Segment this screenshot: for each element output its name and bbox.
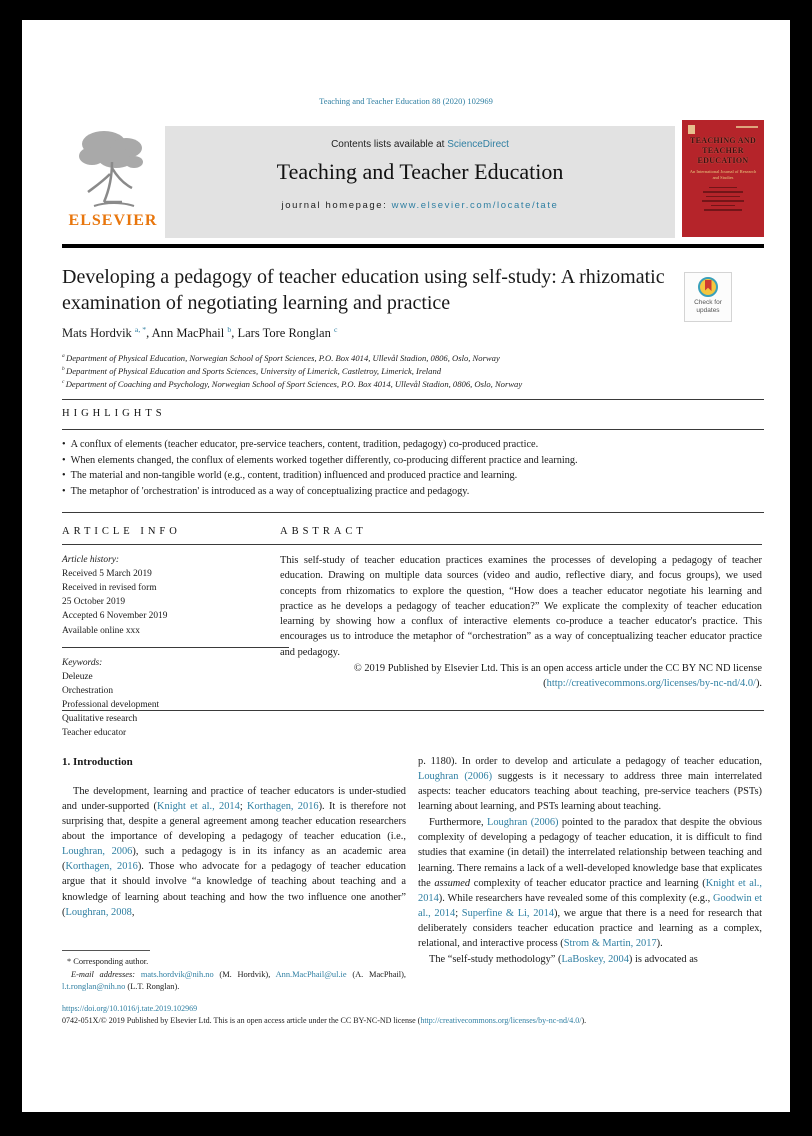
bookmark-icon: [705, 280, 712, 291]
keyword: Orchestration: [62, 685, 114, 696]
divider: [62, 710, 764, 711]
cover-title: TEACHING AND TEACHER EDUCATION: [689, 136, 757, 165]
cover-stamp-icon: [688, 125, 695, 134]
text-segment: , Ann MacPhail: [146, 326, 228, 340]
text-segment: suggests is it necessary to address three main interrelated aspects: teacher educators teaching about teaching, pre-service teachers (PSTs) learning about learning, and PSTs learning about teaching.: [418, 771, 762, 813]
divider: [62, 544, 289, 545]
body-paragraph: [418, 952, 762, 967]
text-segment: Department of Physical Education, Norwegian School of Sport Sciences, P.O. Box 4014, Ullevål Stadion, 0806, Oslo, Norway: [66, 353, 500, 363]
cover-decorative-lines: [688, 187, 758, 211]
keywords-list: [62, 670, 289, 741]
link[interactable]: Superfine & Li, 2014: [461, 907, 555, 919]
link[interactable]: Loughran, 2008: [65, 906, 132, 918]
text-segment: ). While researchers have revealed some of this complexity (e.g.,: [438, 892, 714, 904]
link[interactable]: Knight et al., 2014: [418, 877, 762, 904]
article-history-label: Article history:: [62, 555, 120, 565]
cover-subtitle: An International Journal of Research and Studies: [689, 169, 757, 180]
divider: [62, 512, 764, 513]
link[interactable]: c: [333, 324, 338, 334]
text-segment: , Lars Tore Ronglan: [231, 326, 334, 340]
journal-cover-thumbnail: [682, 120, 764, 237]
cover-topline: [736, 126, 758, 128]
link[interactable]: Loughran, 2006: [62, 846, 133, 858]
keywords-label: Keywords:: [62, 657, 103, 668]
highlight-item: • The metaphor of 'orchestration' is introduced as a way of conceptualizing practice and pedagogy.: [62, 484, 764, 500]
highlight-item: • When elements changed, the conflux of elements worked together differently, co-producing different practice and learning.: [62, 453, 764, 469]
text-segment: c: [62, 379, 66, 386]
article-info-heading: ARTICLE INFO: [62, 526, 181, 537]
abstract-heading: ABSTRACT: [280, 526, 367, 537]
keyword: Qualitative research: [62, 714, 138, 725]
history-line: Accepted 6 November 2019: [62, 611, 168, 622]
journal-reference[interactable]: Teaching and Teacher Education 88 (2020) 102969: [319, 96, 493, 106]
highlight-item: • The material and non-tangible world (e.g., content, tradition) influenced and produced practice and learning.: [62, 468, 764, 484]
divider: [280, 544, 762, 545]
link[interactable]: Loughran (2006): [418, 771, 493, 783]
link[interactable]: Loughran (2006): [486, 817, 559, 829]
text-segment: ). Those who advocate for a pedagogy of teacher education argue that it should involve “a knowledge of teaching about teaching and a knowledge of learning about teaching and how the two influence one another” (: [62, 861, 406, 918]
paper-page: [22, 20, 790, 1112]
abstract-text: This self-study of teacher education practices examines the processes of developing a pedagogy of teacher education. Drawing on multiple data sources (video and audio, reflective diary, and focus groups), we used concepts from rhizomatics to explore the question, “How does a teacher educator negotiate his learning and practice as he develops a pedagogy of teacher education?” We explicate the complexity of teacher education learning by showing how a conflux of interactive elements co-produce a teacher educator's practice. This encourages us to introduce the metaphor of “orchestration” as a way of conceptualizing teacher educator practice and pedagogy.: [280, 555, 762, 658]
authors-line: [62, 326, 337, 341]
header-divider: [62, 244, 764, 248]
body-paragraph: [418, 815, 762, 951]
highlight-item: • A conflux of elements (teacher educator, pre-service teachers, content, tradition, pedagogy) co-produced practice.: [62, 437, 764, 453]
link[interactable]: Korthagen, 2016: [65, 861, 138, 873]
text-segment: ;: [239, 801, 248, 813]
keyword: Deleuze: [62, 671, 93, 682]
body-right-column: [418, 754, 762, 968]
highlights-list: [62, 437, 764, 500]
check-updates-icon: [698, 277, 718, 297]
sciencedirect-link[interactable]: ScienceDirect: [447, 139, 509, 150]
article-info-column: [62, 526, 289, 740]
text-segment: (M. Hordvik),: [213, 969, 276, 979]
affiliations: [62, 352, 722, 391]
text-segment: © 2019 Published by Elsevier Ltd. This is an open access article under the CC BY NC ND license (: [353, 663, 762, 690]
text-segment: pointed to the paradox that despite the obvious complexity of developing a pedagogy of teacher education, it is difficult to find studies that examine (in detail) the interrelated relationship between teaching and learning. There remains a lack of a well-developed knowledge base that explicates the: [418, 817, 762, 889]
elsevier-logo: [62, 126, 164, 238]
text-segment: Furthermore,: [429, 817, 487, 829]
text-segment: The development, learning and practice of teacher educators is under-studied and under-supported (: [62, 786, 406, 813]
history-line: Available online xxx: [62, 625, 140, 636]
text-segment: Department of Coaching and Psychology, Norwegian School of Sport Sciences, P.O. Box 4014, Ullevål Stadion, 0806, Oslo, Norway: [65, 379, 523, 390]
text-segment: ), we argue that there is a need for research that deliberately considers teacher education practice and learning as a complex, relational, and interactive process (: [418, 907, 762, 949]
link[interactable]: LaBoskey, 2004: [561, 954, 629, 966]
divider: [62, 399, 764, 400]
text-segment: ) is advocated as: [628, 954, 698, 966]
text-segment: ).: [656, 937, 663, 949]
link[interactable]: http://creativecommons.org/licenses/by-nc-nd/4.0/: [546, 678, 756, 690]
text-segment: ). It is therefore not surprising that, despite a general agreement among teacher education researchers about the importance of developing a pedagogy of teacher education (i.e.,: [62, 801, 406, 843]
text-segment: Mats Hordvik: [62, 326, 135, 340]
journal-homepage-line: [165, 200, 675, 211]
text-segment: complexity of teacher educator practice and learning (: [470, 877, 706, 889]
article-history-lines: [62, 567, 289, 638]
history-line: Received in revised form: [62, 583, 157, 594]
divider: [62, 647, 289, 648]
abstract-column: [280, 526, 762, 692]
contents-line: [165, 139, 675, 150]
article-title: Developing a pedagogy of teacher education using self-study: A rhizomatic examination of negotiating learning and practice: [62, 266, 665, 314]
footnote-divider: [62, 950, 150, 951]
text-segment: ,: [131, 906, 135, 918]
text-segment: ;: [455, 907, 462, 919]
link[interactable]: Ann.MacPhail@ul.ie: [275, 969, 347, 979]
divider: [62, 429, 764, 430]
affiliation: [62, 352, 722, 365]
corresponding-author-note: * Corresponding author.: [67, 957, 149, 966]
text-segment: Department of Physical Education and Sports Sciences, University of Limerick, Castletroy, Limerick, Ireland: [66, 366, 442, 377]
contents-prefix: Contents lists available at: [331, 139, 448, 150]
check-for-updates-badge[interactable]: [684, 272, 732, 322]
text-segment: a: [62, 353, 66, 360]
highlights-heading: HIGHLIGHTS: [62, 408, 166, 419]
affiliation: [62, 378, 722, 391]
homepage-prefix: journal homepage:: [281, 200, 392, 211]
homepage-link[interactable]: www.elsevier.com/locate/tate: [391, 200, 559, 211]
doi-link[interactable]: https://doi.org/10.1016/j.tate.2019.102969: [62, 1004, 198, 1013]
text-segment: E-mail addresses:: [71, 969, 141, 979]
keyword: Professional development: [62, 699, 160, 710]
elsevier-tree-icon: [74, 128, 152, 212]
introduction-heading: 1. Introduction: [62, 756, 133, 768]
elsevier-logo-text: ELSEVIER: [68, 212, 158, 229]
text-segment: The “self-study methodology” (: [429, 954, 562, 966]
badge-label: Check for updates: [694, 299, 722, 314]
link[interactable]: b: [227, 324, 232, 334]
issn-license-line: [62, 1016, 764, 1025]
text-segment: ).: [581, 1016, 587, 1025]
journal-header-band: [165, 126, 675, 238]
text-segment: 0742-051X/© 2019 Published by Elsevier Ltd. This is an open access article under the CC BY-NC-ND license (: [62, 1016, 421, 1025]
body-paragraph: [418, 754, 762, 814]
history-line: Received 5 March 2019: [62, 569, 152, 580]
link[interactable]: Goodwin et al., 2014: [418, 892, 762, 919]
link[interactable]: mats.hordvik@nih.no: [140, 969, 214, 979]
text-segment: (A. MacPhail),: [346, 969, 406, 979]
text-segment: p. 1180). In order to develop and articulate a pedagogy of teacher education,: [418, 756, 762, 767]
text-segment: ), such a pedagogy is in its infancy as an academic area (: [62, 846, 407, 873]
affiliation: [62, 365, 722, 378]
history-line: 25 October 2019: [62, 597, 126, 608]
abstract-copyright: [280, 661, 762, 692]
keyword: Teacher educator: [62, 728, 127, 739]
text-segment: assumed: [434, 877, 471, 889]
link[interactable]: Korthagen, 2016: [247, 801, 319, 813]
link[interactable]: http://creativecommons.org/licenses/by-nc-nd/4.0/: [420, 1016, 582, 1025]
text-segment: b: [62, 366, 66, 373]
intro-paragraph: [62, 784, 406, 920]
link[interactable]: Strom & Martin, 2017: [563, 937, 657, 949]
body-left-column: [62, 754, 406, 921]
link[interactable]: l.t.ronglan@nih.no: [62, 982, 126, 992]
text-segment: (L.T. Ronglan).: [125, 982, 180, 992]
footnotes: [62, 950, 406, 994]
link[interactable]: Knight et al., 2014: [157, 801, 240, 813]
email-addresses-note: [62, 969, 406, 994]
text-segment: ).: [755, 678, 762, 690]
link[interactable]: a, *: [134, 324, 147, 334]
journal-title: Teaching and Teacher Education: [276, 159, 564, 184]
